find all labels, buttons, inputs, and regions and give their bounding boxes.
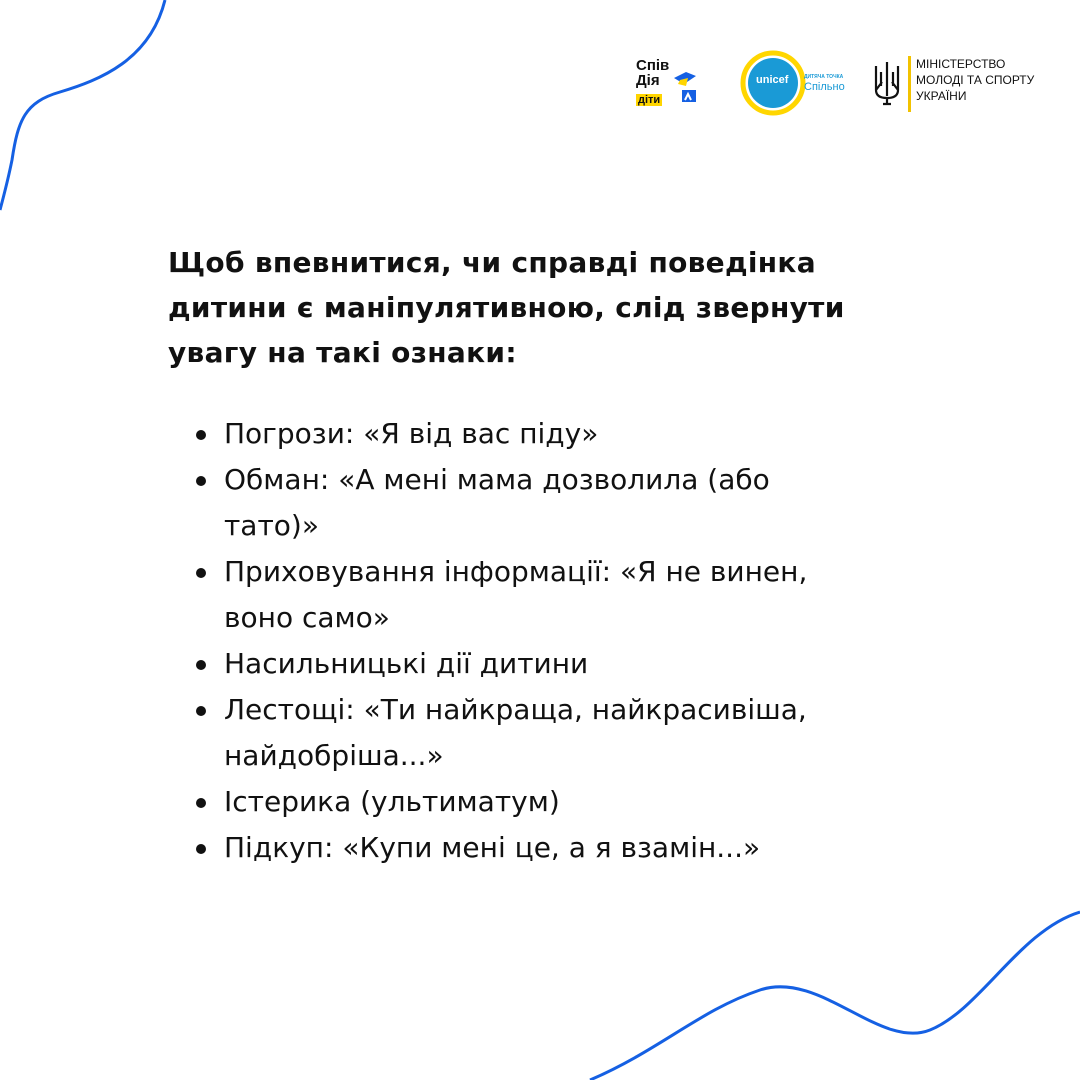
main-content (168, 240, 928, 871)
list-item-text: Насильницькі дії дитини (224, 647, 589, 680)
bullet-icon (196, 798, 206, 808)
bullet-icon (196, 706, 206, 716)
bullet-icon (196, 660, 206, 670)
ministry-line3: УКРАЇНИ (916, 89, 967, 103)
unicef-tagline: Спільно (804, 81, 845, 93)
unicef-tagline-small: ДИТЯЧА ТОЧКА (804, 74, 844, 80)
list-item (168, 687, 858, 779)
bullet-icon (196, 844, 206, 854)
list-item-text: Істерика (ультиматум) (224, 785, 560, 818)
spivdia-line1: Спів (636, 57, 670, 74)
bullet-icon (196, 568, 206, 578)
ministry-name (916, 56, 1034, 104)
list-item (168, 411, 858, 457)
heading: Щоб впевнитися, чи справді поведінка дитини є маніпулятивною, слід звернути увагу на такі ознаки: (168, 246, 845, 369)
list-item (168, 779, 858, 825)
ministry-logo (872, 56, 1052, 112)
trident-icon (872, 60, 902, 106)
decorative-curve-bottom-right (590, 912, 1080, 1080)
list-item (168, 641, 858, 687)
spivdia-mark-icon (672, 70, 700, 104)
spivdia-line2: Дія (636, 72, 660, 89)
list-item (168, 825, 858, 871)
ministry-line1: МІНІСТЕРСТВО (916, 57, 1006, 71)
list-item (168, 457, 858, 549)
signs-list (168, 411, 858, 871)
bullet-icon (196, 430, 206, 440)
partner-logos (636, 48, 1056, 118)
unicef-wordmark: unicef (756, 74, 789, 86)
ministry-divider (908, 56, 911, 112)
list-item (168, 549, 858, 641)
list-item-text: Обман: «А мені мама дозволила (або тато)» (224, 463, 770, 542)
list-item-text: Погрози: «Я від вас піду» (224, 417, 599, 450)
ministry-line2: МОЛОДІ ТА СПОРТУ (916, 73, 1035, 87)
unicef-logo (740, 50, 860, 116)
list-item-text: Підкуп: «Купи мені це, а я взамін...» (224, 831, 761, 864)
spivdia-line3: діти (638, 94, 661, 106)
list-item-text: Лестощі: «Ти найкраща, найкрасивіша, найдобріша...» (224, 693, 807, 772)
spivdia-logo (636, 58, 706, 114)
list-item-text: Приховування інформації: «Я не винен, воно само» (224, 555, 808, 634)
bullet-icon (196, 476, 206, 486)
